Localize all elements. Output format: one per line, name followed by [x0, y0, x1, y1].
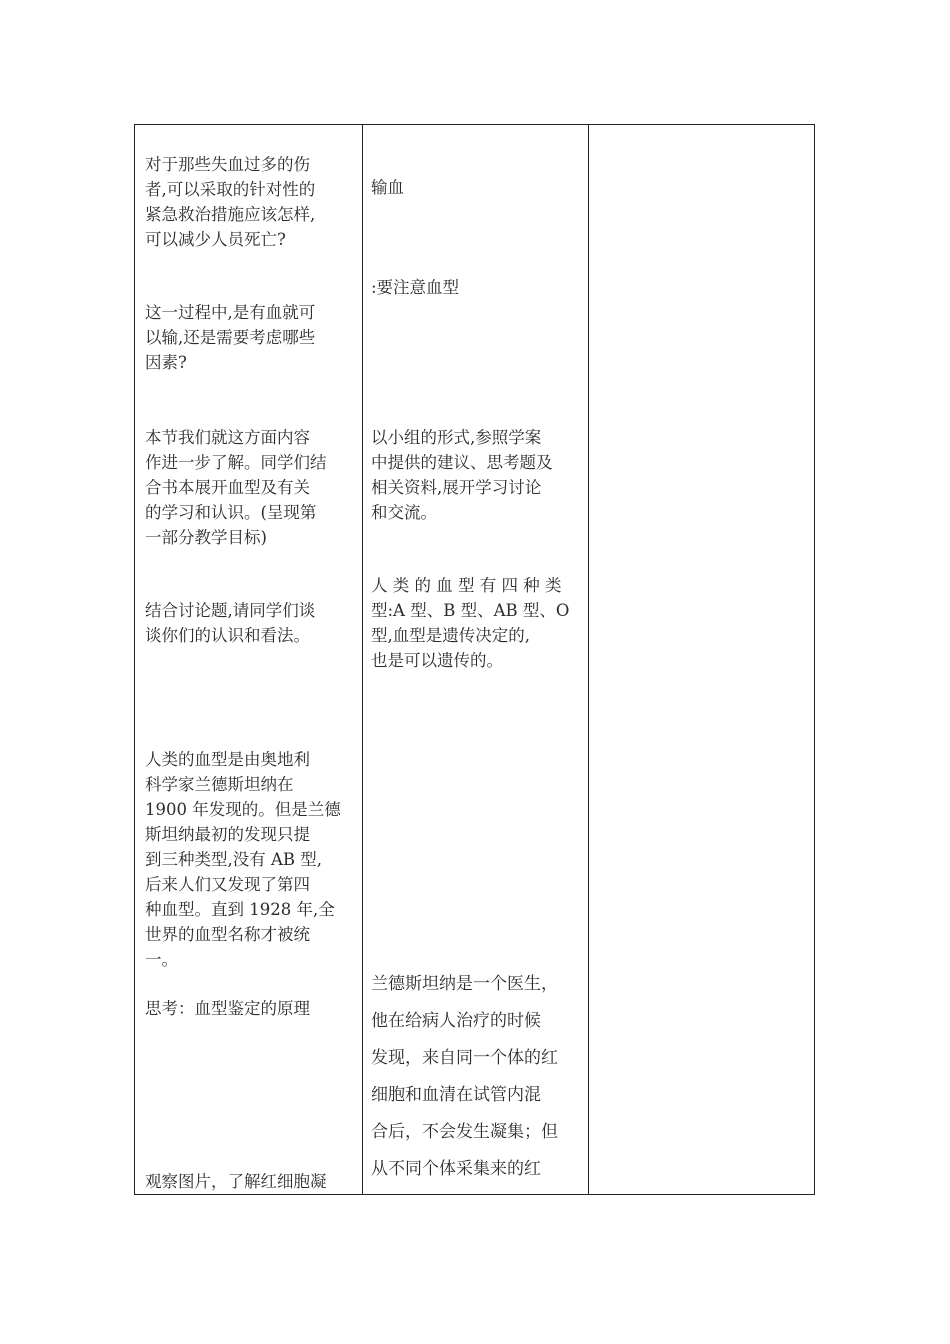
student-answer-transfusion: 输血: [371, 178, 404, 197]
student-answer-blood-type: :要注意血型: [371, 278, 460, 297]
teacher-history-note: 人类的血型是由奥地利 科学家兰德斯坦纳在 1900 年发现的。但是兰德 斯坦纳最初的发现只提 到三种类型,没有 AB 型, 后来人们又发现了第四 种血型。直到 1928 年,全 世界的血型名称才被统 一。: [145, 750, 341, 969]
student-blood-type-summary: 人 类 的 血 型 有 四 种 类 型:A 型、B 型、AB 型、O 型,血型是遗传决定的, 也是可以遗传的。: [371, 576, 570, 670]
column-divider-1: [362, 125, 363, 1194]
student-landsteiner-explanation: 兰德斯坦纳是一个医生， 他在给病人治疗的时候 发现，来自同一个体的红 细胞和血清在试管内混 合后，不会发生凝集；但 从不同个体采集来的红: [371, 974, 558, 1179]
column-divider-2: [588, 125, 589, 1194]
teacher-question-transfusion: 对于那些失血过多的伤 者,可以采取的针对性的 紧急救治措施应该怎样, 可以减少人员死亡?: [145, 155, 316, 249]
student-group-activity: 以小组的形式,参照学案 中提供的建议、思考题及 相关资料,展开学习讨论 和交流。: [371, 428, 553, 522]
teacher-observe-prompt: 观察图片，了解红细胞凝: [145, 1172, 327, 1191]
teacher-discussion-prompt: 结合讨论题,请同学们谈 谈你们的认识和看法。: [145, 601, 316, 645]
teacher-think-prompt: 思考：血型鉴定的原理: [145, 999, 310, 1018]
teacher-question-factors: 这一过程中,是有血就可 以输,还是需要考虑哪些 因素?: [145, 303, 316, 372]
teacher-introduction: 本节我们就这方面内容 作进一步了解。同学们结 合书本展开血型及有关 的学习和认识。(呈现第 一部分教学目标): [145, 428, 327, 547]
